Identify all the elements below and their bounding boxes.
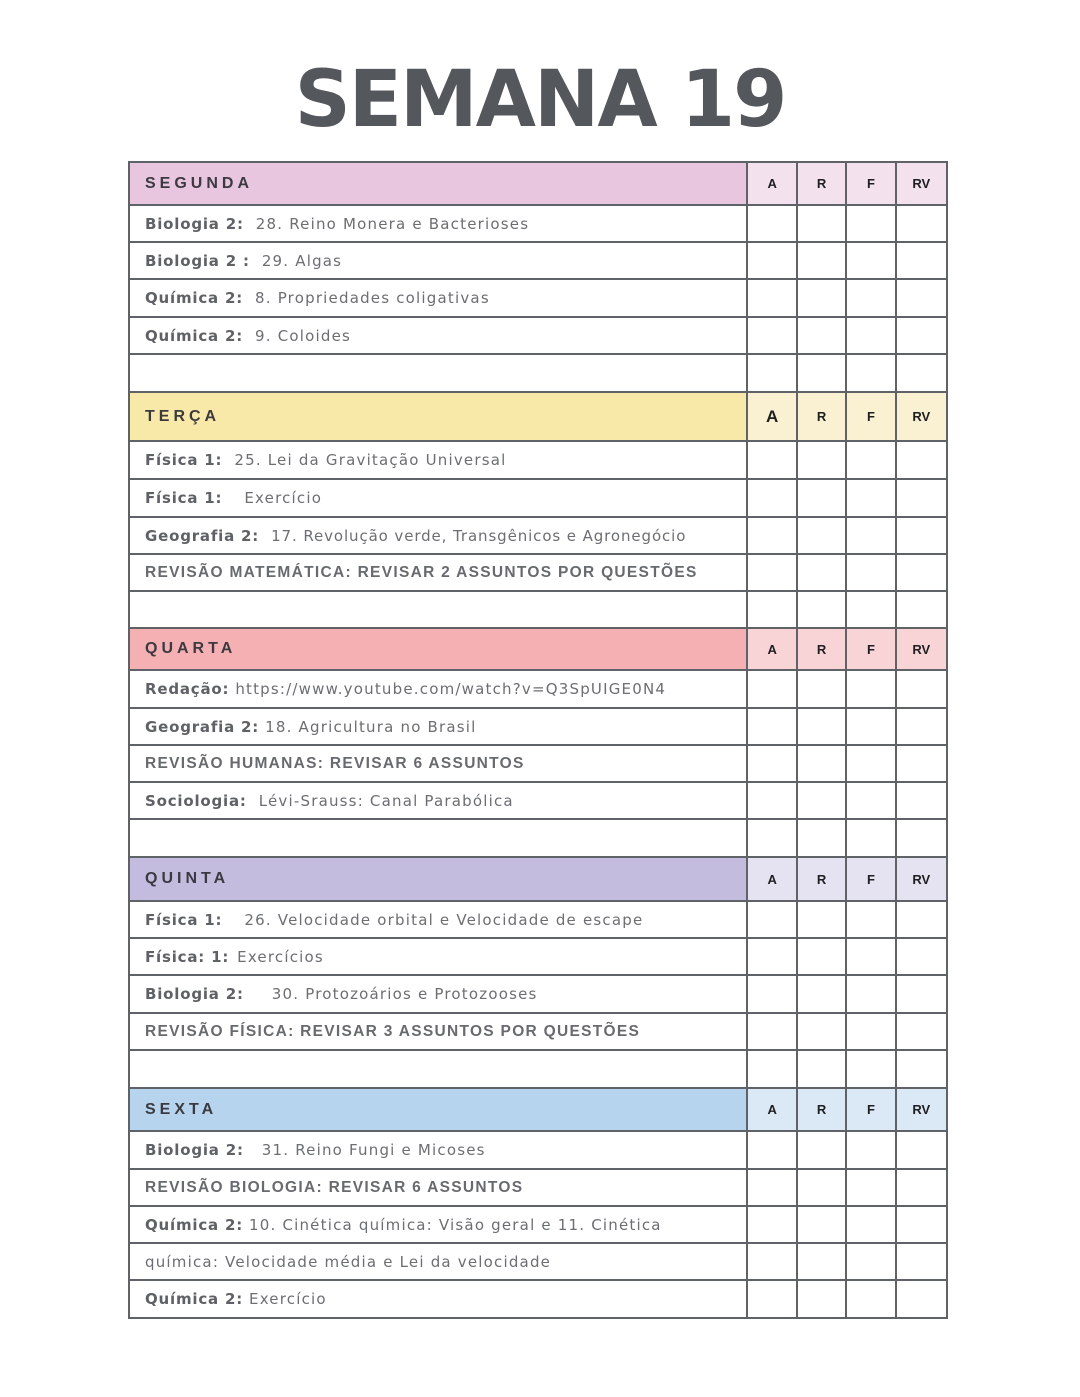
checkbox-a[interactable] (748, 318, 797, 353)
checkbox-f[interactable] (847, 1170, 896, 1205)
table-row (130, 318, 946, 355)
checkbox-f[interactable] (847, 480, 896, 516)
task-cell (130, 318, 748, 353)
checkbox-r[interactable] (798, 480, 847, 516)
checkbox-rv[interactable] (897, 518, 946, 553)
table-row (130, 976, 946, 1014)
table-row (130, 280, 946, 318)
subject-label: Biologia 2 : (145, 251, 250, 270)
col-header-f: F (847, 393, 896, 440)
topic-text: 25. Lei da Gravitação Universal (234, 451, 507, 469)
checkbox-rv[interactable] (897, 355, 946, 391)
checkbox-f[interactable] (847, 1281, 896, 1317)
task-cell (130, 783, 748, 818)
col-header-a: A (748, 1089, 797, 1130)
weekly-schedule-table (128, 161, 948, 1319)
checkbox-rv[interactable] (897, 480, 946, 516)
checkbox-f[interactable] (847, 783, 896, 818)
subject-label: Biologia 2: (145, 1141, 244, 1159)
col-header-f: F (847, 1089, 896, 1130)
checkbox-f[interactable] (847, 1207, 896, 1242)
checkbox-rv[interactable] (897, 820, 946, 856)
table-row (130, 671, 946, 709)
page-title: SEMANA 19 (294, 55, 786, 145)
table-row (130, 206, 946, 243)
checkbox-a[interactable] (748, 939, 797, 974)
day-name: QUARTA (130, 629, 748, 669)
col-header-r: R (798, 163, 847, 204)
table-row (130, 783, 946, 820)
task-cell (130, 1207, 748, 1242)
table-row (130, 902, 946, 939)
table-row (130, 480, 946, 518)
subject-label: Biologia 2: (145, 985, 244, 1003)
col-header-rv: RV (897, 1089, 946, 1130)
task-cell (130, 518, 748, 553)
checkbox-a[interactable] (748, 746, 797, 781)
task-cell (130, 939, 748, 974)
checkbox-f[interactable] (847, 206, 896, 241)
topic-text: 10. Cinética química: Visão geral e 11. Cinética (249, 1215, 662, 1234)
checkbox-r[interactable] (798, 1170, 847, 1205)
col-header-rv: RV (897, 163, 946, 204)
checkbox-a[interactable] (748, 902, 797, 937)
checkbox-r[interactable] (798, 318, 847, 353)
checkbox-rv[interactable] (897, 709, 946, 744)
checkbox-rv[interactable] (897, 1014, 946, 1049)
subject-label: Redação: (145, 680, 230, 698)
checkbox-f[interactable] (847, 1014, 896, 1049)
checkbox-rv[interactable] (897, 939, 946, 974)
col-header-a: A (748, 858, 797, 900)
col-header-r: R (798, 393, 847, 440)
checkbox-a[interactable] (748, 1281, 797, 1317)
checkbox-r[interactable] (798, 1244, 847, 1279)
checkbox-a[interactable] (748, 783, 797, 818)
day-header-quinta (130, 858, 946, 902)
checkbox-r[interactable] (798, 243, 847, 278)
checkbox-a[interactable] (748, 1244, 797, 1279)
table-row-empty (130, 1051, 946, 1089)
checkbox-rv[interactable] (897, 1207, 946, 1242)
checkbox-rv[interactable] (897, 671, 946, 707)
checkbox-f[interactable] (847, 939, 896, 974)
checkbox-a[interactable] (748, 1051, 797, 1087)
subject-label: Geografia 2: (145, 526, 260, 545)
checkbox-a[interactable] (748, 671, 797, 707)
day-header-segunda (130, 163, 946, 206)
checkbox-r[interactable] (798, 1014, 847, 1049)
subject-label: Química 2: (145, 326, 244, 345)
checkbox-r[interactable] (798, 1051, 847, 1087)
checkbox-rv[interactable] (897, 1170, 946, 1205)
table-row (130, 1244, 946, 1281)
task-cell[interactable] (130, 355, 748, 391)
checkbox-a[interactable] (748, 592, 797, 627)
topic-text: 18. Agricultura no Brasil (265, 717, 477, 736)
checkbox-r[interactable] (798, 709, 847, 744)
checkbox-r[interactable] (798, 206, 847, 241)
col-header-f: F (847, 163, 896, 204)
checkbox-rv[interactable] (897, 206, 946, 241)
checkbox-rv[interactable] (897, 442, 946, 478)
checkbox-rv[interactable] (897, 1051, 946, 1087)
day-name: QUINTA (130, 858, 748, 900)
checkbox-rv[interactable] (897, 243, 946, 278)
checkbox-a[interactable] (748, 206, 797, 241)
topic-text: Exercício (249, 1290, 327, 1308)
checkbox-f[interactable] (847, 243, 896, 278)
subject-label: Biologia 2: (145, 214, 244, 233)
subject-label: Química 2: (145, 1215, 244, 1234)
checkbox-rv[interactable] (897, 783, 946, 818)
task-cell (130, 902, 748, 937)
table-row (130, 518, 946, 555)
checkbox-r[interactable] (798, 1281, 847, 1317)
checkbox-a[interactable] (748, 709, 797, 744)
checkbox-rv[interactable] (897, 1244, 946, 1279)
checkbox-rv[interactable] (897, 1132, 946, 1168)
topic-text: Exercício (244, 489, 323, 507)
subject-label: Sociologia: (145, 791, 247, 810)
checkbox-f[interactable] (847, 1051, 896, 1087)
table-row-review (130, 1014, 946, 1051)
task-cell (130, 206, 748, 241)
checkbox-f[interactable] (847, 820, 896, 856)
checkbox-r[interactable] (798, 939, 847, 974)
table-row-empty (130, 355, 946, 393)
topic-text: 17. Revolução verde, Transgênicos e Agronegócio (271, 526, 687, 545)
checkbox-f[interactable] (847, 592, 896, 627)
col-header-rv: RV (897, 858, 946, 900)
review-task: REVISÃO FÍSICA: REVISAR 3 ASSUNTOS POR QUESTÕES (130, 1014, 748, 1049)
checkbox-f[interactable] (847, 709, 896, 744)
topic-text: 30. Protozoários e Protozooses (271, 985, 538, 1003)
task-cell (130, 1132, 748, 1168)
checkbox-rv[interactable] (897, 902, 946, 937)
col-header-r: R (798, 858, 847, 900)
task-cell (130, 976, 748, 1012)
checkbox-f[interactable] (847, 976, 896, 1012)
task-cell (130, 280, 748, 316)
col-header-rv: RV (897, 629, 946, 669)
task-cell[interactable] (130, 1051, 748, 1087)
table-row-review (130, 555, 946, 592)
table-row (130, 442, 946, 480)
subject-label: Física 1: (145, 910, 223, 929)
topic-text: 29. Algas (261, 251, 343, 270)
col-header-f: F (847, 858, 896, 900)
col-header-a: A (748, 393, 797, 440)
checkbox-f[interactable] (847, 1244, 896, 1279)
task-cell (130, 480, 748, 516)
topic-text: 31. Reino Fungi e Micoses (261, 1141, 486, 1159)
checkbox-f[interactable] (847, 746, 896, 781)
checkbox-f[interactable] (847, 355, 896, 391)
checkbox-rv[interactable] (897, 1281, 946, 1317)
checkbox-r[interactable] (798, 280, 847, 316)
topic-text-continued: química: Velocidade média e Lei da velocidade (145, 1252, 552, 1271)
checkbox-a[interactable] (748, 480, 797, 516)
checkbox-r[interactable] (798, 976, 847, 1012)
subject-label: Física 1: (145, 451, 223, 469)
topic-text: 8. Propriedades coligativas (255, 289, 490, 307)
topic-text: Exercícios (237, 947, 324, 966)
col-header-r: R (798, 1089, 847, 1130)
col-header-a: A (748, 163, 797, 204)
task-cell (130, 709, 748, 744)
checkbox-a[interactable] (748, 518, 797, 553)
checkbox-a[interactable] (748, 1170, 797, 1205)
checkbox-a[interactable] (748, 243, 797, 278)
topic-text: 26. Velocidade orbital e Velocidade de escape (244, 910, 644, 929)
checkbox-rv[interactable] (897, 746, 946, 781)
day-header-sexta (130, 1089, 946, 1132)
checkbox-f[interactable] (847, 555, 896, 590)
task-cell (130, 442, 748, 478)
day-name: TERÇA (130, 393, 748, 440)
checkbox-a[interactable] (748, 355, 797, 391)
task-cell (130, 1244, 748, 1279)
table-row (130, 1132, 946, 1170)
checkbox-r[interactable] (798, 555, 847, 590)
col-header-f: F (847, 629, 896, 669)
checkbox-rv[interactable] (897, 976, 946, 1012)
checkbox-a[interactable] (748, 1014, 797, 1049)
checkbox-r[interactable] (798, 592, 847, 627)
table-row-empty (130, 592, 946, 629)
review-task: REVISÃO MATEMÁTICA: REVISAR 2 ASSUNTOS POR QUESTÕES (130, 555, 748, 590)
checkbox-f[interactable] (847, 442, 896, 478)
checkbox-rv[interactable] (897, 555, 946, 590)
subject-label: Física 1: (145, 489, 223, 507)
subject-label: Química 2: (145, 289, 244, 307)
col-header-rv: RV (897, 393, 946, 440)
checkbox-f[interactable] (847, 671, 896, 707)
checkbox-a[interactable] (748, 280, 797, 316)
checkbox-r[interactable] (798, 1207, 847, 1242)
col-header-r: R (798, 629, 847, 669)
checkbox-r[interactable] (798, 746, 847, 781)
checkbox-r[interactable] (798, 518, 847, 553)
checkbox-r[interactable] (798, 671, 847, 707)
checkbox-f[interactable] (847, 280, 896, 316)
checkbox-f[interactable] (847, 318, 896, 353)
subject-label: Química 2: (145, 1290, 244, 1308)
checkbox-r[interactable] (798, 355, 847, 391)
task-cell[interactable] (130, 592, 748, 627)
day-name: SEXTA (130, 1089, 748, 1130)
table-row (130, 709, 946, 746)
task-cell[interactable] (130, 820, 748, 856)
task-cell (130, 671, 748, 707)
checkbox-a[interactable] (748, 820, 797, 856)
task-cell (130, 243, 748, 278)
task-cell (130, 1281, 748, 1317)
checkbox-r[interactable] (798, 783, 847, 818)
day-name: SEGUNDA (130, 163, 748, 204)
checkbox-f[interactable] (847, 1132, 896, 1168)
review-task: REVISÃO BIOLOGIA: REVISAR 6 ASSUNTOS (130, 1170, 748, 1205)
subject-label: Física: 1: (145, 947, 230, 966)
table-row (130, 243, 946, 280)
table-row (130, 1207, 946, 1244)
checkbox-r[interactable] (798, 442, 847, 478)
checkbox-r[interactable] (798, 820, 847, 856)
checkbox-a[interactable] (748, 555, 797, 590)
col-header-a: A (748, 629, 797, 669)
checkbox-rv[interactable] (897, 318, 946, 353)
checkbox-rv[interactable] (897, 280, 946, 316)
topic-text: 9. Coloides (255, 326, 352, 345)
checkbox-a[interactable] (748, 1132, 797, 1168)
table-row-review (130, 746, 946, 783)
checkbox-a[interactable] (748, 1207, 797, 1242)
table-row-empty (130, 820, 946, 858)
checkbox-r[interactable] (798, 902, 847, 937)
review-task: REVISÃO HUMANAS: REVISAR 6 ASSUNTOS (130, 746, 748, 781)
table-row (130, 1281, 946, 1317)
checkbox-f[interactable] (847, 518, 896, 553)
day-header-quarta (130, 629, 946, 671)
checkbox-a[interactable] (748, 976, 797, 1012)
checkbox-rv[interactable] (897, 592, 946, 627)
subject-label: Geografia 2: (145, 717, 260, 736)
table-row (130, 939, 946, 976)
topic-text: Lévi-Srauss: Canal Parabólica (258, 791, 514, 810)
table-row-review (130, 1170, 946, 1207)
topic-text: 28. Reino Monera e Bacterioses (255, 214, 530, 233)
checkbox-r[interactable] (798, 1132, 847, 1168)
day-header-terca (130, 393, 946, 442)
checkbox-a[interactable] (748, 442, 797, 478)
checkbox-f[interactable] (847, 902, 896, 937)
topic-link[interactable]: https://www.youtube.com/watch?v=Q3SpUIGE0N4 (235, 680, 667, 698)
